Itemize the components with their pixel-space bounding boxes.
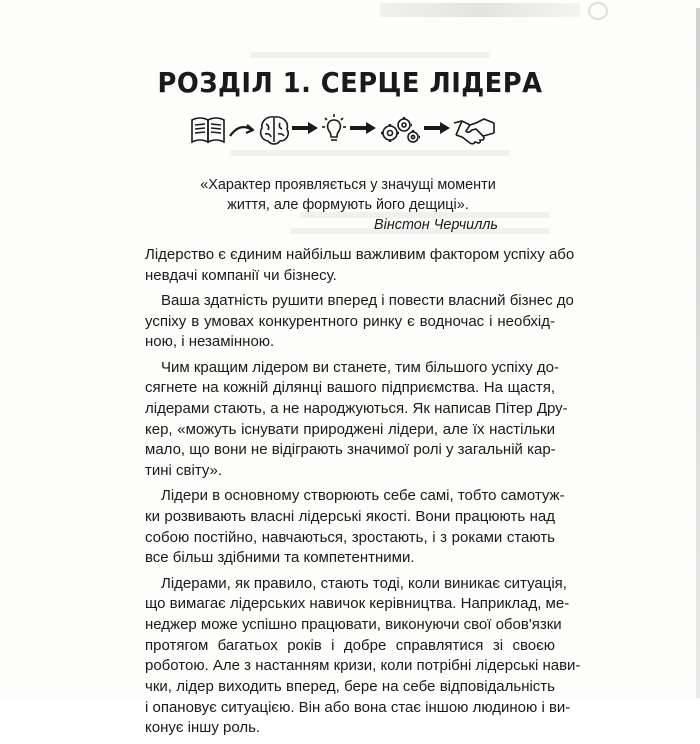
text-line: що вимагає лідерських навичок керівництва. Наприклад, ме-	[145, 595, 570, 613]
lightbulb-icon	[322, 114, 346, 140]
arrow-icon	[350, 122, 376, 134]
paragraph	[145, 486, 565, 569]
show-through-line	[230, 150, 510, 156]
text-line: ки розвивають власні лідерські якості. Вони працюють над	[145, 507, 555, 525]
chapter-body	[145, 245, 581, 744]
text-line: Лідери в основному створюють себе самі, тобто самотуж-	[161, 487, 565, 505]
text-line: сягнете на кожній ділянці вашого підприємства. На щастя,	[145, 379, 555, 397]
epigraph	[198, 175, 498, 235]
show-through-header	[380, 3, 580, 17]
book-icon	[192, 118, 224, 142]
arrow-icon	[424, 122, 450, 134]
epigraph-line: життя, але формують його дещиці».	[227, 197, 469, 213]
paragraph	[145, 574, 581, 740]
curved-arrow-icon	[230, 125, 253, 136]
text-line: мало, що вони не відіграють значимої ролі у загальній кар-	[145, 441, 556, 459]
text-line: успіху в умовах конкурентного ринку є водночас і необхід-	[145, 312, 555, 330]
text-line: Чим кращим лідером ви станете, тим більшого успіху до-	[161, 358, 560, 376]
chapter-title: РОЗДІЛ 1. СЕРЦЕ ЛІДЕРА	[157, 66, 543, 99]
show-through-ornament	[588, 2, 608, 20]
handshake-icon	[454, 119, 494, 144]
brain-icon	[261, 117, 289, 144]
text-line: роботою. Але з настанням кризи, коли потрібні лідерські нави-	[145, 657, 581, 675]
gears-icon	[381, 117, 420, 142]
text-line: протягом багатьох років і добре справлятися зі своєю	[145, 636, 555, 654]
show-through-line	[250, 52, 490, 58]
epigraph-line: «Характер проявляється у значущі моменти	[200, 177, 496, 193]
text-line: Лідерство є єдиним найбільш важливим фактором успіху або	[145, 246, 575, 263]
text-line: неджер може успішно працювати, виконуючи свої обов'язки	[145, 615, 562, 633]
text-line: тині світу».	[145, 462, 223, 480]
paragraph	[145, 245, 575, 286]
text-line: лідерами стають, а не народжуються. Як написав Пітер Дру-	[145, 399, 568, 417]
text-line: ною, і незамінною.	[145, 333, 275, 351]
paragraph	[145, 291, 574, 353]
text-line: невдачі компанії чи бізнесу.	[145, 266, 337, 284]
text-line: все більш здібними та компетентними.	[145, 549, 415, 567]
text-line: собою постійно, навчаються, зростають, і з роками стають	[145, 528, 555, 546]
process-icon-row	[188, 110, 518, 146]
page-edge-shadow	[696, 8, 700, 698]
text-line: чки, лідер виходить вперед, бере на себе відповідальність	[145, 678, 555, 696]
text-line: Лідерами, як правило, стають тоді, коли виникає ситуація,	[161, 574, 567, 592]
text-line: Ваша здатність рушити вперед і повести власний бізнес до	[161, 291, 574, 309]
text-line: і опановує ситуацією. Він або вона стає іншою людиною і ви-	[145, 698, 571, 716]
text-line: кер, «можуть існувати природжені лідери, але їх настільки	[145, 420, 555, 438]
epigraph-author: Вінстон Черчилль	[374, 217, 498, 233]
arrow-icon	[292, 122, 318, 134]
paragraph	[145, 358, 568, 482]
text-line: конує іншу роль.	[145, 719, 261, 737]
